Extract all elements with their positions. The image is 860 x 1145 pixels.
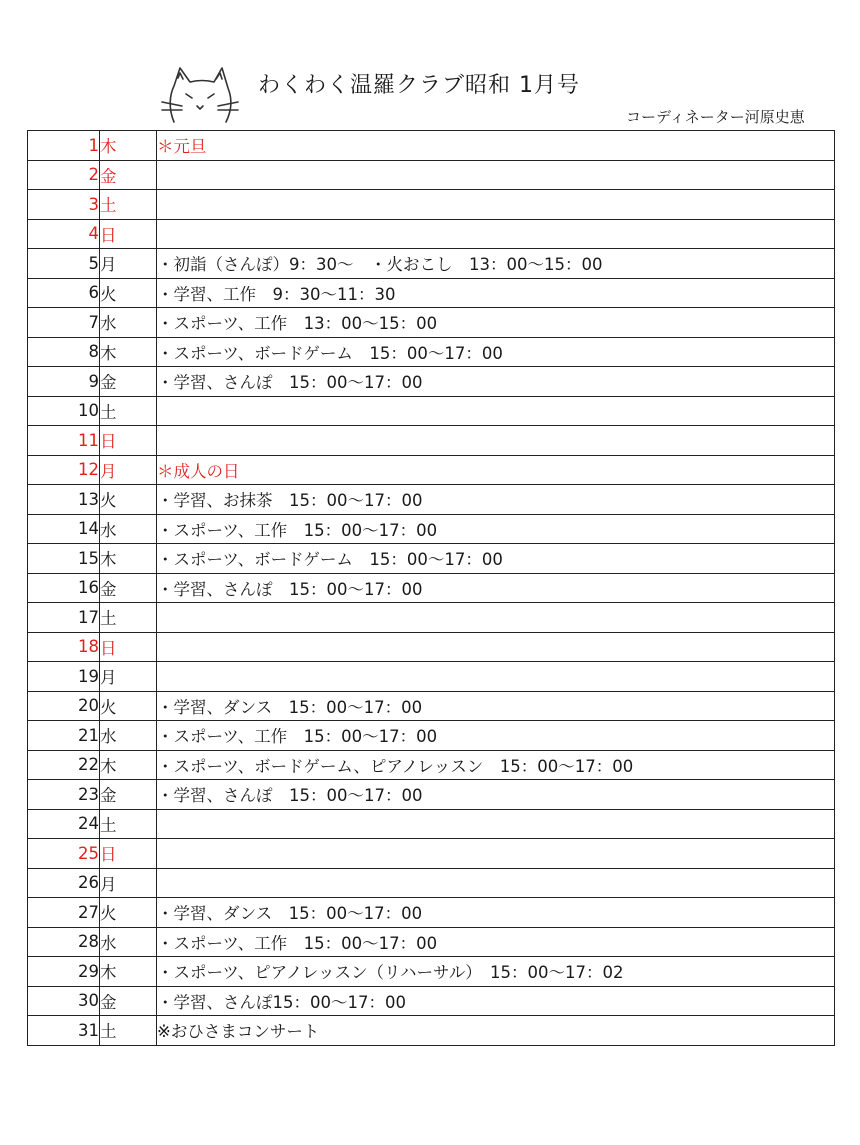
- weekday-cell: 月: [100, 249, 157, 279]
- day-cell: 5: [28, 249, 100, 279]
- day-cell: 18: [28, 632, 100, 662]
- day-cell: 11: [28, 426, 100, 456]
- event-cell: ＊成人の日: [157, 455, 835, 485]
- day-cell: 14: [28, 514, 100, 544]
- table-row: [28, 868, 835, 898]
- event-cell: ・学習、さんぽ15：00～17：00: [157, 986, 835, 1016]
- table-row: [28, 780, 835, 810]
- weekday-cell: 日: [100, 426, 157, 456]
- day-cell: 25: [28, 839, 100, 869]
- event-cell: ・学習、工作 9：30～11：30: [157, 278, 835, 308]
- table-row: [28, 662, 835, 692]
- weekday-cell: 火: [100, 485, 157, 515]
- day-cell: 8: [28, 337, 100, 367]
- weekday-cell: 月: [100, 455, 157, 485]
- weekday-cell: 火: [100, 898, 157, 928]
- table-row: [28, 131, 835, 161]
- table-row: [28, 396, 835, 426]
- table-row: [28, 249, 835, 279]
- event-cell: [157, 868, 835, 898]
- table-row: [28, 485, 835, 515]
- weekday-cell: 土: [100, 603, 157, 633]
- event-cell: ・スポーツ、ピアノレッスン（リハーサル） 15：00～17：02: [157, 957, 835, 987]
- day-cell: 1: [28, 131, 100, 161]
- event-cell: [157, 396, 835, 426]
- table-row: [28, 337, 835, 367]
- event-cell: [157, 662, 835, 692]
- event-cell: [157, 426, 835, 456]
- day-cell: 3: [28, 190, 100, 220]
- event-cell: ・学習、さんぽ 15：00～17：00: [157, 780, 835, 810]
- weekday-cell: 木: [100, 337, 157, 367]
- event-cell: ※おひさまコンサート: [157, 1016, 835, 1046]
- day-cell: 6: [28, 278, 100, 308]
- day-cell: 30: [28, 986, 100, 1016]
- table-row: [28, 544, 835, 574]
- weekday-cell: 木: [100, 544, 157, 574]
- table-row: [28, 514, 835, 544]
- event-cell: [157, 160, 835, 190]
- weekday-cell: 木: [100, 750, 157, 780]
- page-title: わくわく温羅クラブ昭和 1月号: [258, 73, 580, 98]
- table-row: [28, 1016, 835, 1046]
- event-cell: ・学習、お抹茶 15：00～17：00: [157, 485, 835, 515]
- weekday-cell: 金: [100, 573, 157, 603]
- day-cell: 17: [28, 603, 100, 633]
- table-row: [28, 603, 835, 633]
- day-cell: 31: [28, 1016, 100, 1046]
- day-cell: 7: [28, 308, 100, 338]
- weekday-cell: 日: [100, 632, 157, 662]
- event-cell: ・スポーツ、ボードゲーム 15：00～17：00: [157, 337, 835, 367]
- table-row: [28, 190, 835, 220]
- weekday-cell: 金: [100, 986, 157, 1016]
- table-row: [28, 632, 835, 662]
- day-cell: 10: [28, 396, 100, 426]
- event-cell: [157, 603, 835, 633]
- day-cell: 2: [28, 160, 100, 190]
- event-cell: [157, 632, 835, 662]
- day-cell: 28: [28, 927, 100, 957]
- day-cell: 19: [28, 662, 100, 692]
- weekday-cell: 日: [100, 839, 157, 869]
- table-row: [28, 957, 835, 987]
- day-cell: 26: [28, 868, 100, 898]
- schedule-table: [27, 130, 835, 1046]
- table-row: [28, 219, 835, 249]
- event-cell: ・スポーツ、工作 13：00～15：00: [157, 308, 835, 338]
- table-row: [28, 278, 835, 308]
- event-cell: [157, 809, 835, 839]
- event-cell: [157, 219, 835, 249]
- table-row: [28, 927, 835, 957]
- weekday-cell: 月: [100, 868, 157, 898]
- day-cell: 15: [28, 544, 100, 574]
- table-row: [28, 898, 835, 928]
- weekday-cell: 日: [100, 219, 157, 249]
- event-cell: [157, 839, 835, 869]
- event-cell: ・スポーツ、ボードゲーム 15：00～17：00: [157, 544, 835, 574]
- day-cell: 29: [28, 957, 100, 987]
- table-row: [28, 367, 835, 397]
- day-cell: 22: [28, 750, 100, 780]
- day-cell: 20: [28, 691, 100, 721]
- event-cell: ・スポーツ、工作 15：00～17：00: [157, 721, 835, 751]
- day-cell: 9: [28, 367, 100, 397]
- day-cell: 23: [28, 780, 100, 810]
- weekday-cell: 水: [100, 308, 157, 338]
- event-cell: ・スポーツ、工作 15：00～17：00: [157, 514, 835, 544]
- table-row: [28, 809, 835, 839]
- table-row: [28, 691, 835, 721]
- weekday-cell: 木: [100, 131, 157, 161]
- event-cell: ・学習、さんぽ 15：00～17：00: [157, 367, 835, 397]
- weekday-cell: 火: [100, 278, 157, 308]
- weekday-cell: 水: [100, 721, 157, 751]
- table-row: [28, 160, 835, 190]
- event-cell: ・学習、ダンス 15：00～17：00: [157, 691, 835, 721]
- event-cell: ・初詣（さんぽ）9：30～ ・火おこし 13：00～15：00: [157, 249, 835, 279]
- day-cell: 16: [28, 573, 100, 603]
- weekday-cell: 月: [100, 662, 157, 692]
- event-cell: ・学習、さんぽ 15：00～17：00: [157, 573, 835, 603]
- table-row: [28, 308, 835, 338]
- weekday-cell: 木: [100, 957, 157, 987]
- table-row: [28, 573, 835, 603]
- table-row: [28, 750, 835, 780]
- weekday-cell: 金: [100, 780, 157, 810]
- table-row: [28, 986, 835, 1016]
- day-cell: 4: [28, 219, 100, 249]
- weekday-cell: 土: [100, 396, 157, 426]
- schedule-body: [28, 131, 835, 1046]
- event-cell: ・学習、ダンス 15：00～17：00: [157, 898, 835, 928]
- event-cell: [157, 190, 835, 220]
- event-cell: ・スポーツ、ボードゲーム、ピアノレッスン 15：00～17：00: [157, 750, 835, 780]
- table-row: [28, 721, 835, 751]
- weekday-cell: 水: [100, 514, 157, 544]
- day-cell: 27: [28, 898, 100, 928]
- weekday-cell: 土: [100, 190, 157, 220]
- day-cell: 21: [28, 721, 100, 751]
- weekday-cell: 土: [100, 809, 157, 839]
- weekday-cell: 金: [100, 367, 157, 397]
- cat-face-icon: [160, 64, 240, 128]
- day-cell: 24: [28, 809, 100, 839]
- table-row: [28, 455, 835, 485]
- table-row: [28, 426, 835, 456]
- day-cell: 13: [28, 485, 100, 515]
- weekday-cell: 火: [100, 691, 157, 721]
- weekday-cell: 金: [100, 160, 157, 190]
- weekday-cell: 土: [100, 1016, 157, 1046]
- event-cell: ・スポーツ、工作 15：00～17：00: [157, 927, 835, 957]
- coordinator-name: コーディネーター河原史恵: [626, 108, 805, 126]
- weekday-cell: 水: [100, 927, 157, 957]
- event-cell: ＊元旦: [157, 131, 835, 161]
- day-cell: 12: [28, 455, 100, 485]
- table-row: [28, 839, 835, 869]
